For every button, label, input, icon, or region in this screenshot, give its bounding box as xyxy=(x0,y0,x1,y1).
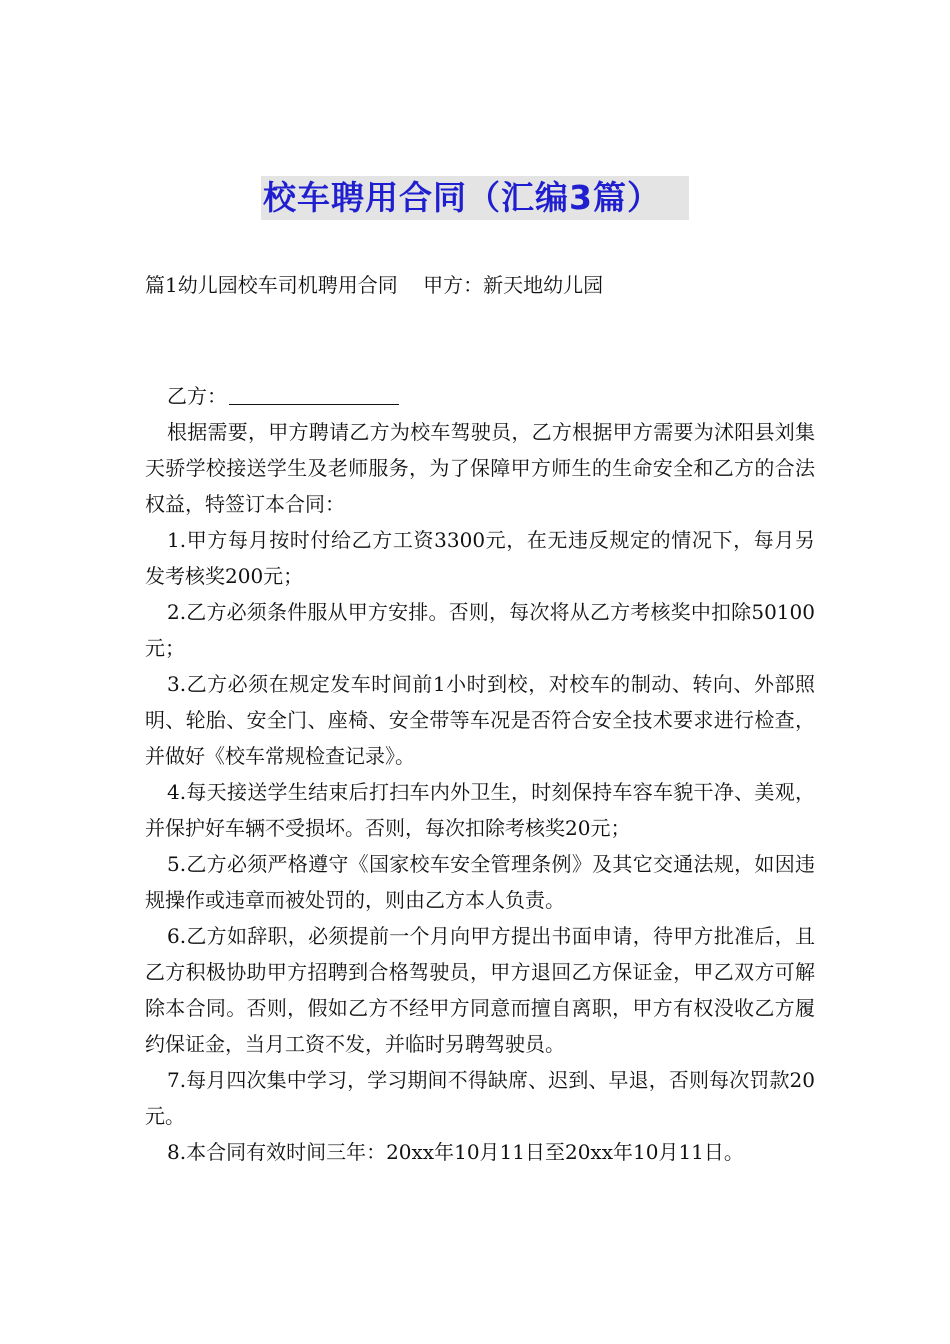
clause-7: 7.每月四次集中学习，学习期间不得缺席、迟到、早退，否则每次罚款20元。 xyxy=(145,1068,815,1128)
clause-3: 3.乙方必须在规定发车时间前1小时到校，对校车的制动、转向、外部照明、轮胎、安全门、座椅、安全带等车况是否符合安全技术要求进行检查，并做好《校车常规检查记录》。 xyxy=(145,672,815,768)
clause-2: 2.乙方必须条件服从甲方安排。否则，每次将从乙方考核奖中扣除50100元； xyxy=(145,600,815,660)
document-subtitle: 篇1幼儿园校车司机聘用合同 甲方：新天地幼儿园 xyxy=(145,273,604,297)
intro-paragraph: 根据需要，甲方聘请乙方为校车驾驶员，乙方根据甲方需要为沭阳县刘集天骄学校接送学生及老师服务，为了保障甲方师生的生命安全和乙方的合法权益，特签订本合同： xyxy=(145,420,815,516)
contract-body xyxy=(145,378,815,1170)
clause-5: 5.乙方必须严格遵守《国家校车安全管理条例》及其它交通法规，如因违规操作或违章而被处罚的，则由乙方本人负责。 xyxy=(145,852,815,912)
clause-1: 1.甲方每月按时付给乙方工资3300元，在无违反规定的情况下，每月另发考核奖200元； xyxy=(145,528,815,588)
clause-8: 8.本合同有效时间三年：20xx年10月11日至20xx年10月11日。 xyxy=(167,1140,744,1164)
clause-6: 6.乙方如辞职，必须提前一个月向甲方提出书面申请，待甲方批准后，且乙方积极协助甲方招聘到合格驾驶员，甲方退回乙方保证金，甲乙双方可解除本合同。否则，假如乙方不经甲方同意而擅自离职，甲方有权没收乙方履约保证金，当月工资不发，并临时另聘驾驶员。 xyxy=(145,924,815,1056)
party-b-blank xyxy=(229,384,399,405)
party-b-line xyxy=(145,378,815,414)
document-title: 校车聘用合同（汇编3篇） xyxy=(261,176,689,220)
title-container xyxy=(0,176,950,220)
party-b-label: 乙方： xyxy=(167,384,227,408)
clause-4: 4.每天接送学生结束后打扫车内外卫生，时刻保持车容车貌干净、美观，并保护好车辆不受损坏。否则，每次扣除考核奖20元； xyxy=(145,780,815,840)
